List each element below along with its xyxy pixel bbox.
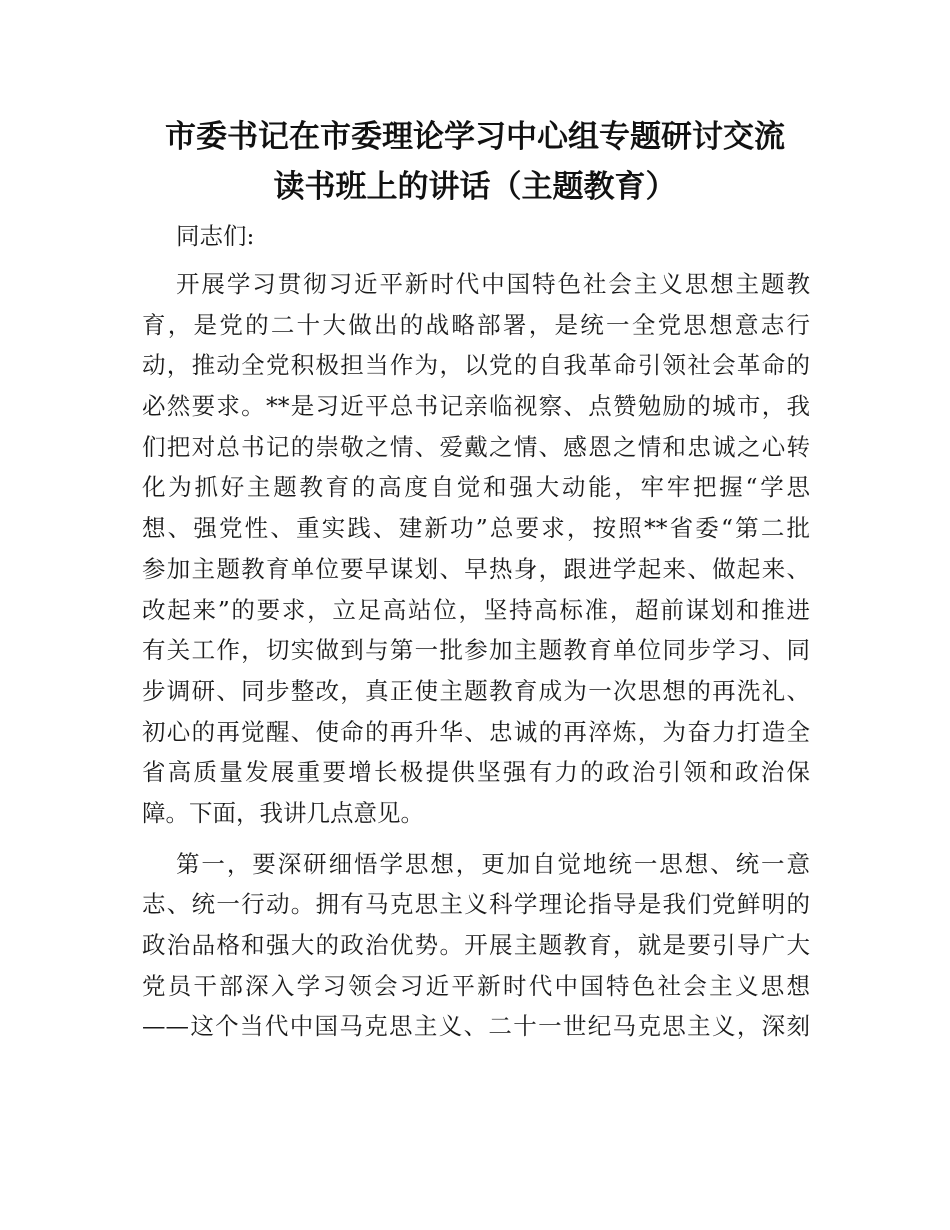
- paragraph-line: 参加主题教育单位要早谋划、早热身，跟进学起来、做起来、: [142, 554, 810, 583]
- title-line-1: 市委书记在市委理论学习中心组专题研讨交流: [165, 119, 785, 155]
- paragraph-line: 第一，要深研细悟学思想，更加自觉地统一思想、统一意: [176, 849, 810, 878]
- paragraph-2: [142, 844, 810, 1047]
- paragraph-line: 动，推动全党积极担当作为，以党的自我革命引领社会革命的: [142, 351, 810, 380]
- document-body: [142, 216, 810, 1047]
- title-line-2: 读书班上的讲话（主题教育）: [273, 169, 677, 205]
- paragraph-line: 育，是党的二十大做出的战略部署，是统一全党思想意志行: [142, 310, 810, 339]
- document-title: [110, 112, 840, 212]
- paragraph-line: 改起来”的要求，立足高站位，坚持高标准，超前谋划和推进: [142, 595, 810, 624]
- paragraph-line: 想、强党性、重实践、建新功”总要求，按照**省委“第二批: [142, 514, 810, 543]
- paragraph-line: 政治品格和强大的政治优势。开展主题教育，就是要引导广大: [142, 931, 810, 959]
- paragraph-line: ——这个当代中国马克思主义、二十一世纪马克思主义，深刻: [142, 1012, 810, 1041]
- paragraph-line: 初心的再觉醒、使命的再升华、忠诚的再淬炼，为奋力打造全: [142, 717, 810, 746]
- paragraph-line: 必然要求。**是习近平总书记亲临视察、点赞勉励的城市，我: [142, 392, 810, 421]
- paragraph-line: 化为抓好主题教育的高度自觉和强大动能，牢牢把握“学思: [142, 473, 810, 502]
- paragraph-1: [142, 264, 810, 834]
- paragraph-line: 省高质量发展重要增长极提供坚强有力的政治引领和政治保: [142, 758, 810, 787]
- paragraph-line: 有关工作，切实做到与第一批参加主题教育单位同步学习、同: [142, 636, 810, 665]
- paragraph-line: 志、统一行动。拥有马克思主义科学理论指导是我们党鲜明的: [142, 890, 810, 919]
- paragraph-line: 们把对总书记的崇敬之情、爱戴之情、感恩之情和忠诚之心转: [142, 432, 810, 461]
- paragraph-line: 开展学习贯彻习近平新时代中国特色社会主义思想主题教: [176, 270, 810, 298]
- paragraph-line: 步调研、同步整改，真正使主题教育成为一次思想的再洗礼、: [142, 676, 810, 705]
- salutation: 同志们:: [176, 222, 255, 250]
- paragraph-line: 党员干部深入学习领会习近平新时代中国特色社会主义思想: [142, 971, 810, 1000]
- paragraph-line: 障。下面，我讲几点意见。: [142, 798, 424, 827]
